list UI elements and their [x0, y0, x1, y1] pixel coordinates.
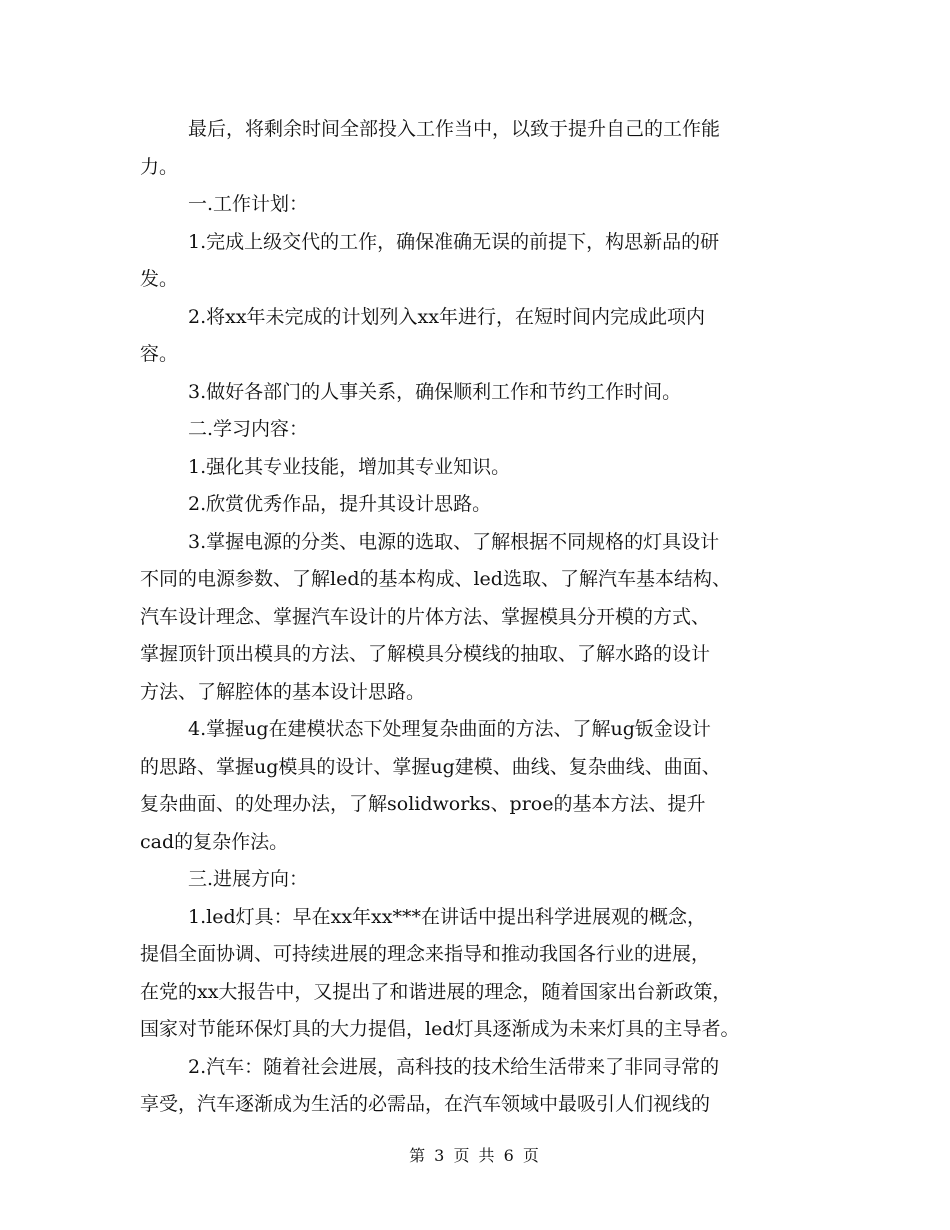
text-line: 复杂曲面、的处理办法，了解solidworks、proe的基本方法、提升 — [140, 793, 706, 815]
text-line: 二.学习内容： — [188, 418, 309, 440]
text-line: 的思路、掌握ug模具的设计、掌握ug建模、曲线、复杂曲线、曲面、 — [140, 755, 721, 778]
text-line: 享受，汽车逐渐成为生活的必需品，在汽车领域中最吸引人们视线的 — [140, 1093, 711, 1115]
text-line: 不同的电源参数、了解led的基本构成、led选取、了解汽车基本结构、 — [140, 568, 731, 590]
text-line: 方法、了解腔体的基本设计思路。 — [140, 680, 426, 703]
document-body — [140, 111, 830, 1124]
text-line: 2.汽车：随着社会进展，高科技的技术给生活带来了非同寻常的 — [188, 1055, 720, 1078]
text-line: 发。 — [140, 268, 179, 290]
text-line: 提倡全面协调、可持续进展的理念来指导和推动我国各行业的进展， — [140, 943, 711, 965]
text-line: cad的复杂作法。 — [140, 830, 289, 853]
text-line: 4.掌握ug在建模状态下处理复杂曲面的方法、了解ug钣金设计 — [188, 718, 711, 740]
text-line: 三.进展方向： — [188, 868, 309, 890]
text-line: 容。 — [140, 343, 179, 365]
text-line: 在党的xx大报告中，又提出了和谐进展的理念，随着国家出台新政策， — [140, 980, 732, 1003]
text-line: 汽车设计理念、掌握汽车设计的片体方法、掌握模具分开模的方式、 — [140, 605, 711, 628]
text-line: 3.掌握电源的分类、电源的选取、了解根据不同规格的灯具设计 — [188, 530, 720, 553]
page-footer: 第 3 页 共 6 页 — [409, 1146, 541, 1165]
text-line: 一.工作计划： — [188, 193, 309, 215]
text-line: 2.将xx年未完成的计划列入xx年进行，在短时间内完成此项内 — [188, 305, 705, 328]
text-line: 2.欣赏优秀作品，提升其设计思路。 — [188, 493, 492, 515]
text-line: 1.强化其专业技能，增加其专业知识。 — [188, 455, 511, 478]
text-line: 力。 — [140, 155, 179, 178]
text-line: 掌握顶针顶出模具的方法、了解模具分模线的抽取、了解水路的设计 — [140, 643, 711, 665]
text-line: 国家对节能环保灯具的大力提倡，led灯具逐渐成为未来灯具的主导者。 — [140, 1018, 740, 1040]
text-line: 1.led灯具：早在xx年xx***在讲话中提出科学进展观的概念， — [188, 905, 706, 928]
text-line: 3.做好各部门的人事关系，确保顺利工作和节约工作时间。 — [188, 380, 682, 403]
text-line: 1.完成上级交代的工作，确保准确无误的前提下，构思新品的研 — [188, 230, 720, 253]
text-line: 最后，将剩余时间全部投入工作当中，以致于提升自己的工作能 — [188, 118, 721, 140]
